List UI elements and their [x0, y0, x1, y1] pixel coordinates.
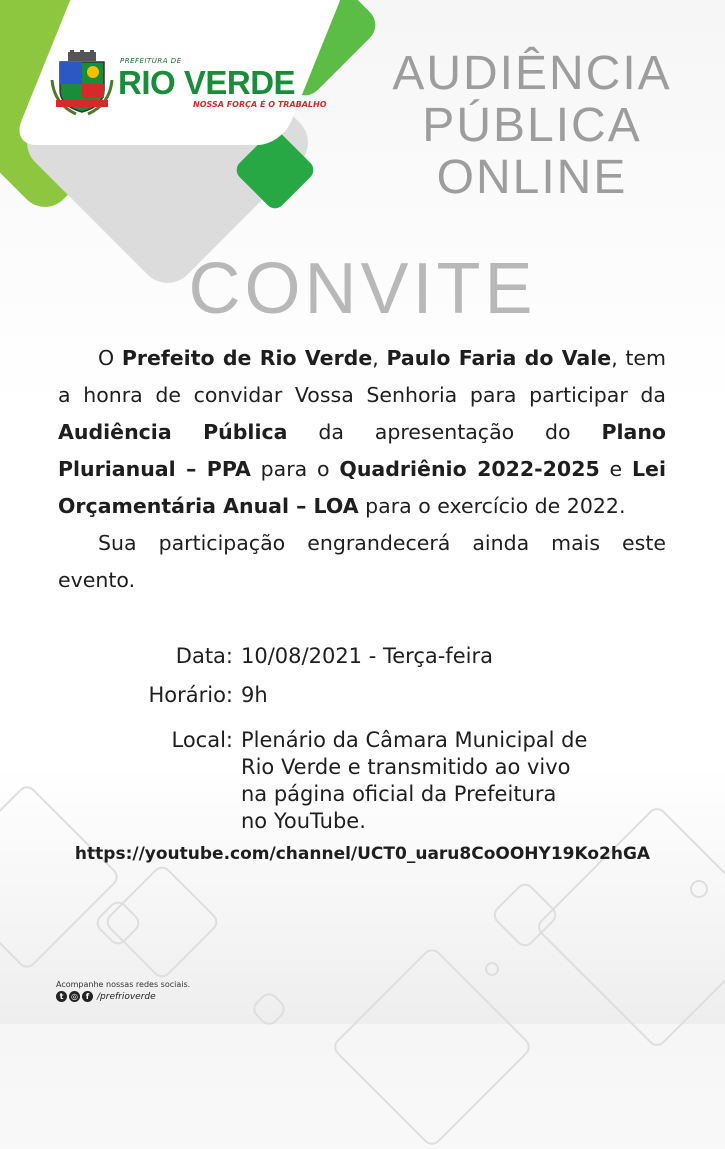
logo-small-text: PREFEITURA DE	[120, 57, 182, 65]
date-label: Data:	[175, 644, 233, 668]
twitter-icon[interactable]: t	[56, 991, 67, 1002]
event-details	[0, 643, 725, 843]
place-value-line: na página oficial da Prefeitura	[241, 782, 557, 806]
text-run: para o exercício de 2022.	[358, 494, 626, 518]
headline-line-1: AUDIÊNCIA	[392, 47, 672, 100]
text-run: O	[98, 346, 122, 370]
text-run: da apresentação do	[287, 420, 602, 444]
social-handle: /prefrioverde	[97, 991, 156, 1002]
invitation-title: CONVITE	[188, 249, 537, 329]
text-run: e	[599, 457, 632, 481]
invitation-body	[58, 340, 666, 599]
youtube-channel-link[interactable]: https://youtube.com/channel/UCT0_uaru8CoOOHY19Ko2hGA	[74, 844, 651, 864]
decor-outline-diamond	[482, 959, 502, 979]
mayor-name: Paulo Faria do Vale	[386, 346, 612, 370]
place-label: Local:	[171, 728, 233, 752]
ppa-name: Plano Plurianual – PPA	[58, 420, 667, 481]
time-value: 9h	[241, 683, 268, 707]
instagram-icon[interactable]: ◎	[69, 991, 80, 1002]
decor-outline-diamond	[249, 989, 289, 1029]
facebook-icon[interactable]: f	[82, 991, 93, 1002]
prefeitura-logo	[50, 50, 327, 120]
decor-outline-diamond	[330, 945, 534, 1149]
invitation-paragraph-1	[58, 340, 666, 525]
social-icons-row	[56, 991, 190, 1002]
logo-tagline: NOSSA FORÇA É O TRABALHO	[193, 100, 327, 109]
headline-line-2: PÚBLICA	[422, 99, 642, 152]
loa-name: Lei Orçamentária Anual – LOA	[58, 457, 666, 518]
time-label: Horário:	[148, 683, 233, 707]
mayor-title: Prefeito de Rio Verde	[121, 346, 373, 370]
date-value: 10/08/2021 - Terça-feira	[241, 644, 493, 668]
text-run: , tem a honra de convidar Vossa Senhoria para participar da	[58, 346, 667, 407]
logo-name: RIO VERDE	[118, 64, 296, 101]
text-run: para o	[250, 457, 340, 481]
text-run: ,	[372, 346, 387, 370]
invitation-paragraph-2: Sua participação engrandecerá ainda mais este evento.	[58, 531, 666, 592]
place-value-line: Plenário da Câmara Municipal de	[241, 728, 588, 752]
headline-line-3: ONLINE	[436, 151, 628, 204]
place-value-line: Rio Verde e transmitido ao vivo	[241, 755, 571, 779]
social-footer-text: Acompanhe nossas redes sociais.	[56, 980, 191, 989]
coat-of-arms-icon	[50, 50, 114, 118]
event-name: Audiência Pública	[58, 420, 288, 444]
period-name: Quadriênio 2022-2025	[339, 457, 600, 481]
place-value-line: no YouTube.	[241, 809, 366, 833]
social-footer	[56, 980, 190, 1002]
